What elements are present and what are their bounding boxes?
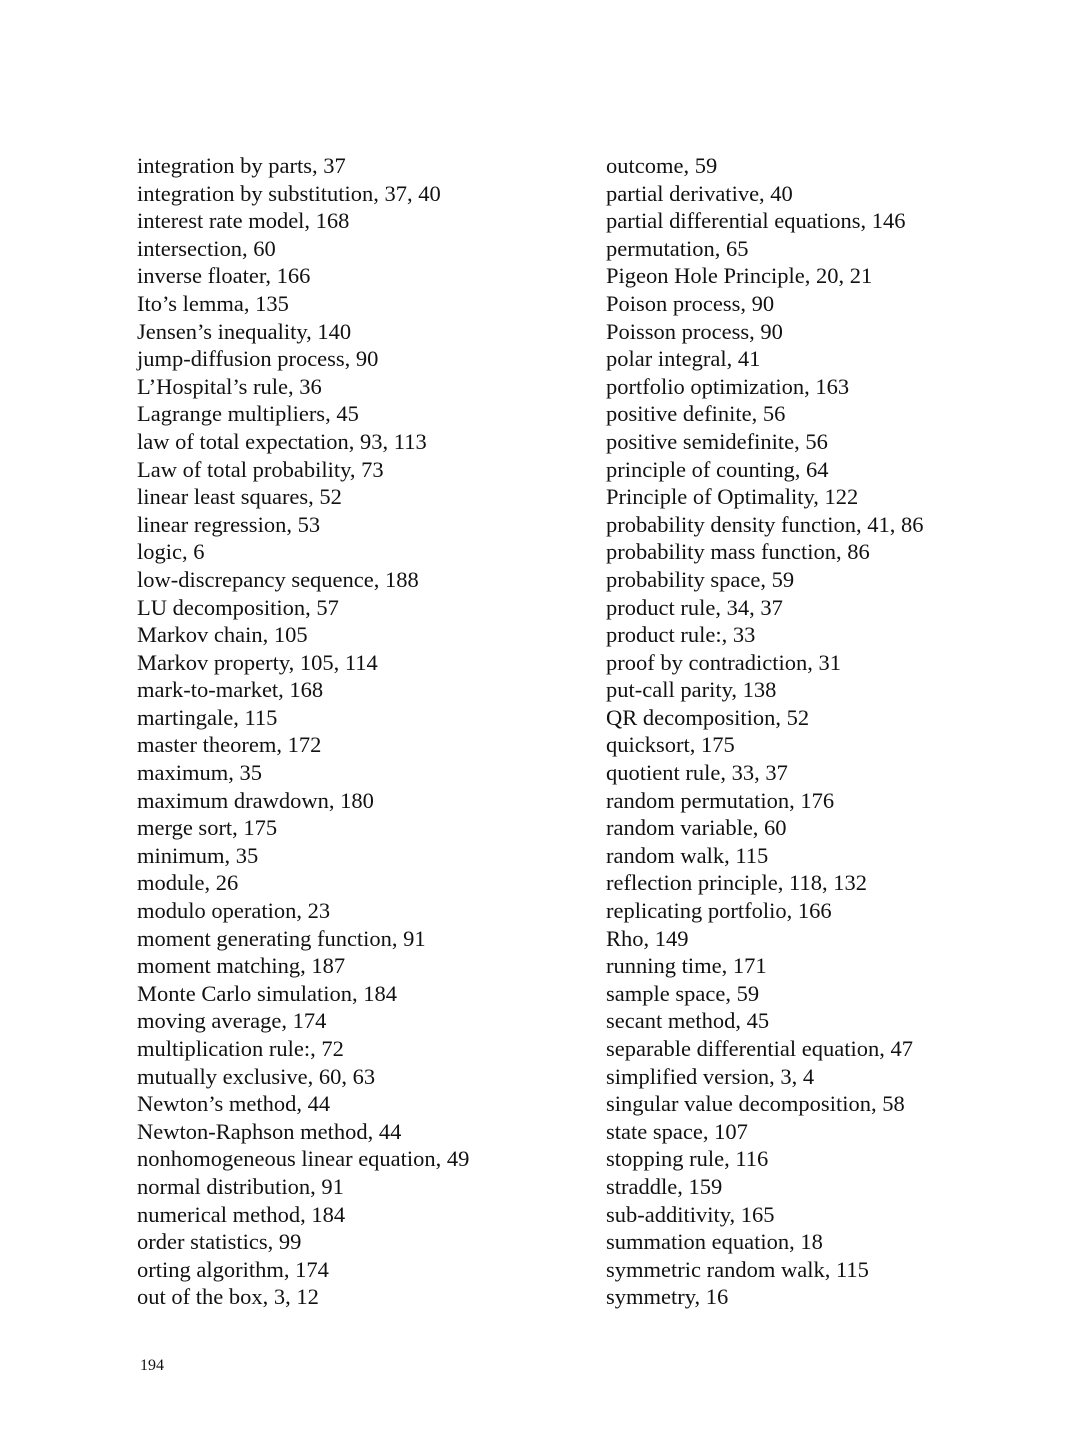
index-entry: intersection, 60 <box>137 235 276 261</box>
index-entry: straddle, 159 <box>606 1173 723 1199</box>
index-entry: proof by contradiction, 31 <box>606 649 841 675</box>
index-entry: outcome, 59 <box>606 153 718 178</box>
index-entry: simplified version, 3, 4 <box>606 1063 815 1089</box>
index-entry: probability mass function, 86 <box>606 539 870 565</box>
index-entry: singular value decomposition, 58 <box>606 1091 905 1117</box>
index-entry: module, 26 <box>137 870 239 896</box>
index-entry: low-discrepancy sequence, 188 <box>137 566 419 592</box>
index-entry: positive definite, 56 <box>606 401 786 427</box>
index-entry: interest rate model, 168 <box>137 208 350 234</box>
index-entry: polar integral, 41 <box>606 346 761 372</box>
index-entry: stopping rule, 116 <box>606 1146 769 1172</box>
index-entry: maximum, 35 <box>137 760 262 786</box>
page-number: 194 <box>140 1357 164 1374</box>
index-entry: Monte Carlo simulation, 184 <box>137 980 397 1006</box>
index-entry: maximum drawdown, 180 <box>137 787 374 813</box>
index-entry: probability density function, 41, 86 <box>606 511 924 537</box>
index-entry: symmetry, 16 <box>606 1284 729 1310</box>
index-entry: put-call parity, 138 <box>606 677 777 703</box>
index-column-left <box>137 152 577 1311</box>
index-entry: Ito’s lemma, 135 <box>137 290 289 316</box>
index-entry: QR decomposition, 52 <box>606 704 810 730</box>
index-entry: mutually exclusive, 60, 63 <box>137 1063 376 1089</box>
index-entry: quotient rule, 33, 37 <box>606 760 788 786</box>
index-entry: sample space, 59 <box>606 980 760 1006</box>
index-entry: logic, 6 <box>137 539 205 565</box>
index-entry: Markov property, 105, 114 <box>137 649 378 675</box>
index-entry: state space, 107 <box>606 1118 748 1144</box>
index-entry: principle of counting, 64 <box>606 456 829 482</box>
index-entry: Principle of Optimality, 122 <box>606 484 859 510</box>
index-entry: LU decomposition, 57 <box>137 594 339 620</box>
index-entry: sub-additivity, 165 <box>606 1201 775 1227</box>
index-entry: law of total expectation, 93, 113 <box>137 428 427 454</box>
index-entry: modulo operation, 23 <box>137 898 331 924</box>
index-entry: linear regression, 53 <box>137 511 321 537</box>
index-entry: random walk, 115 <box>606 842 769 868</box>
index-entry: linear least squares, 52 <box>137 484 342 510</box>
index-entry: random variable, 60 <box>606 815 787 841</box>
index-entry: Lagrange multipliers, 45 <box>137 401 359 427</box>
index-entry: integration by parts, 37 <box>137 153 346 178</box>
index-entry: nonhomogeneous linear equation, 49 <box>137 1146 470 1172</box>
index-entry: jump-diffusion process, 90 <box>137 346 379 372</box>
index-entry: summation equation, 18 <box>606 1229 823 1255</box>
index-entry: Markov chain, 105 <box>137 622 308 648</box>
index-entry: product rule:, 33 <box>606 622 756 648</box>
index-entry: permutation, 65 <box>606 235 749 261</box>
index-entry: Poisson process, 90 <box>606 318 783 344</box>
index-entry: Newton’s method, 44 <box>137 1091 331 1117</box>
index-entry: moment generating function, 91 <box>137 925 426 951</box>
index-entry: merge sort, 175 <box>137 815 278 841</box>
index-entry: moment matching, 187 <box>137 953 346 979</box>
index-entry: random permutation, 176 <box>606 787 835 813</box>
index-entry: running time, 171 <box>606 953 767 979</box>
index-entry: master theorem, 172 <box>137 732 322 758</box>
index-entry: integration by substitution, 37, 40 <box>137 180 441 206</box>
index-entry: normal distribution, 91 <box>137 1173 344 1199</box>
index-entry: numerical method, 184 <box>137 1201 346 1227</box>
index-entry: mark-to-market, 168 <box>137 677 324 703</box>
index-entry: separable differential equation, 47 <box>606 1036 913 1061</box>
index-entry: symmetric random walk, 115 <box>606 1256 869 1282</box>
index-entry: Jensen’s inequality, 140 <box>137 318 352 344</box>
index-entry: partial differential equations, 146 <box>606 208 906 234</box>
index-entry: minimum, 35 <box>137 842 259 868</box>
index-entry: positive semidefinite, 56 <box>606 428 828 454</box>
index-entry: replicating portfolio, 166 <box>606 898 832 924</box>
index-entry: Rho, 149 <box>606 925 689 951</box>
index-entry: Pigeon Hole Principle, 20, 21 <box>606 263 873 289</box>
index-entry: multiplication rule:, 72 <box>137 1036 344 1061</box>
index-entry: inverse floater, 166 <box>137 263 311 289</box>
index-entry: Poison process, 90 <box>606 290 775 316</box>
index-entry: partial derivative, 40 <box>606 180 793 206</box>
index-entry: order statistics, 99 <box>137 1229 302 1255</box>
index-entry: Law of total probability, 73 <box>137 456 384 482</box>
index-entry: reflection principle, 118, 132 <box>606 870 867 896</box>
index-entry: portfolio optimization, 163 <box>606 373 850 399</box>
index-entry: martingale, 115 <box>137 704 278 730</box>
index-entry: L’Hospital’s rule, 36 <box>137 373 322 399</box>
index-entry: quicksort, 175 <box>606 732 735 758</box>
index-entry: product rule, 34, 37 <box>606 594 783 620</box>
index-entry: out of the box, 3, 12 <box>137 1284 319 1310</box>
index-entry: Newton-Raphson method, 44 <box>137 1118 402 1144</box>
index-entry: secant method, 45 <box>606 1008 770 1034</box>
index-entry: moving average, 174 <box>137 1008 327 1034</box>
index-column-right <box>606 152 1066 1311</box>
index-entry: probability space, 59 <box>606 566 795 592</box>
index-entry: orting algorithm, 174 <box>137 1256 329 1282</box>
